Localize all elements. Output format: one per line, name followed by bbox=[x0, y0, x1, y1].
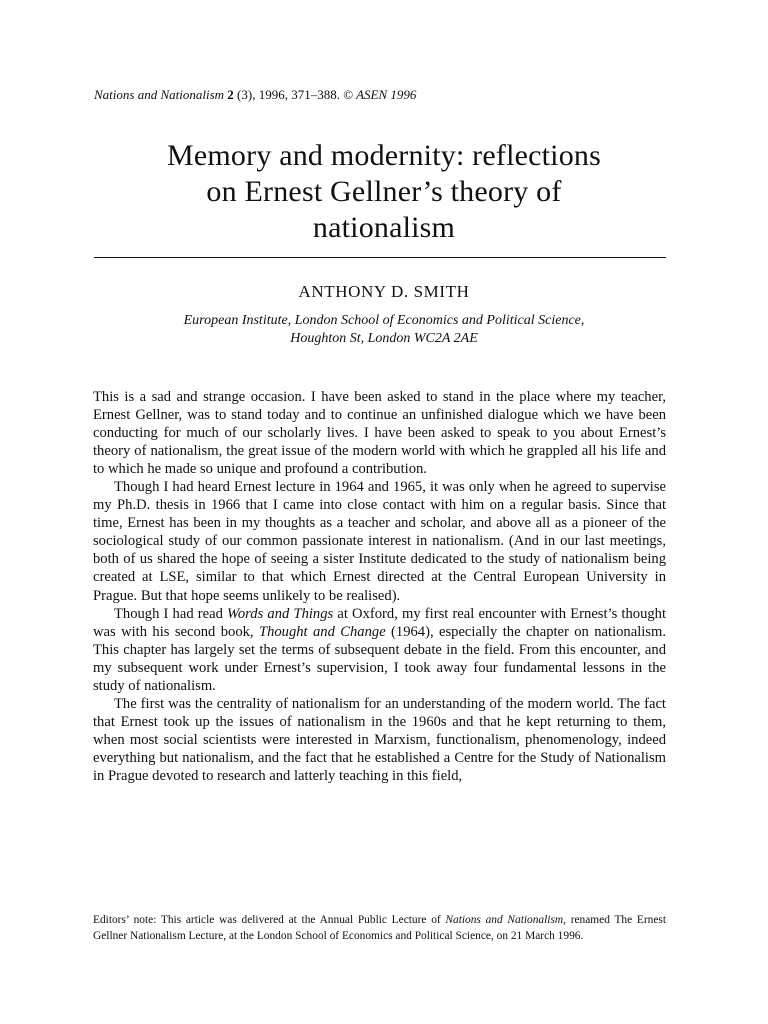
book-title: Thought and Change bbox=[258, 623, 386, 640]
affiliation-line: Houghton St, London WC2A 2AE bbox=[290, 331, 478, 346]
journal-name: Nations and Nationalism bbox=[94, 87, 225, 102]
paragraph-text: at Oxford, my first real encounter with Ernest’s thought was with his second book, bbox=[93, 605, 667, 640]
body-paragraph: Though I had heard Ernest lecture in 1964 and 1965, it was only when he agreed to supervise my Ph.D. thesis in 1966 that I came into close contact with him on a regular basis. Since that time, Ernest has been in my thoughts as a teacher and scholar, and above all as a pioneer of the sociological study of our common passionate interest in nationalism. (And in our last meetings, both of us shared the hope of seeing a sister Institute dedicated to the study of nationalism being created at LSE, similar to that which Ernest directed at the Central European University in Prague. But that hope seems unlikely to be realised). bbox=[93, 479, 666, 604]
body-paragraph: The first was the centrality of nationalism for an understanding of the modern world. The fact that Ernest took up the issues of nationalism in the 1960s and that he kept returning to them, when most social scientists were interested in Marxism, functionalism, phenomenology, indeed everything but nationalism, and the fact that he established a Centre for the Study of Nationalism in Prague devoted to research and latterly teaching in this field, bbox=[93, 695, 666, 784]
journal-citation bbox=[94, 87, 416, 103]
article-title bbox=[94, 138, 674, 246]
body-paragraph bbox=[93, 605, 666, 695]
note-journal-name: Nations and Nationalism bbox=[445, 914, 564, 926]
book-title: Words and Things bbox=[227, 605, 334, 622]
author-affiliation bbox=[94, 312, 674, 348]
journal-volume: 2 bbox=[227, 87, 234, 102]
paragraph-text: Though I had read bbox=[114, 605, 228, 622]
paragraph-text: (1964), especially the chapter on nationalism. This chapter has largely set the terms of subsequent debate in the field. From this encounter, and my subsequent work under Ernest’s supervision, I took away four fundamental lessons in the study of nationalism. bbox=[93, 623, 666, 694]
note-text: , renamed The Ernest Gellner Nationalism Lecture, at the London School of Economics and Political Science, on 21 March 1996. bbox=[93, 914, 666, 942]
editors-note bbox=[93, 912, 666, 944]
title-line: Memory and modernity: reflections bbox=[167, 139, 601, 172]
title-divider bbox=[94, 257, 666, 258]
copyright-symbol: © bbox=[343, 87, 354, 102]
title-line: nationalism bbox=[312, 211, 456, 244]
body-paragraph: This is a sad and strange occasion. I have been asked to stand in the place where my teacher, Ernest Gellner, was to stand today and to continue an unfinished dialogue which we have been conducting for much of our scholarly lives. I have been asked to speak to you about Ernest’s theory of nationalism, the great issue of the modern world with which he grappled all his life and to which he made so unique and profound a contribution. bbox=[93, 389, 666, 478]
affiliation-line: European Institute, London School of Economics and Political Science, bbox=[183, 313, 585, 328]
publisher: ASEN 1996 bbox=[353, 87, 417, 102]
title-line: on Ernest Gellner’s theory of bbox=[206, 175, 562, 208]
issue-pages-year: (3), 1996, 371–388. bbox=[233, 87, 344, 102]
article-body bbox=[93, 388, 666, 785]
author-name: ANTHONY D. SMITH bbox=[298, 282, 470, 301]
note-text: Editors’ note: This article was delivered at the Annual Public Lecture of bbox=[93, 914, 446, 926]
